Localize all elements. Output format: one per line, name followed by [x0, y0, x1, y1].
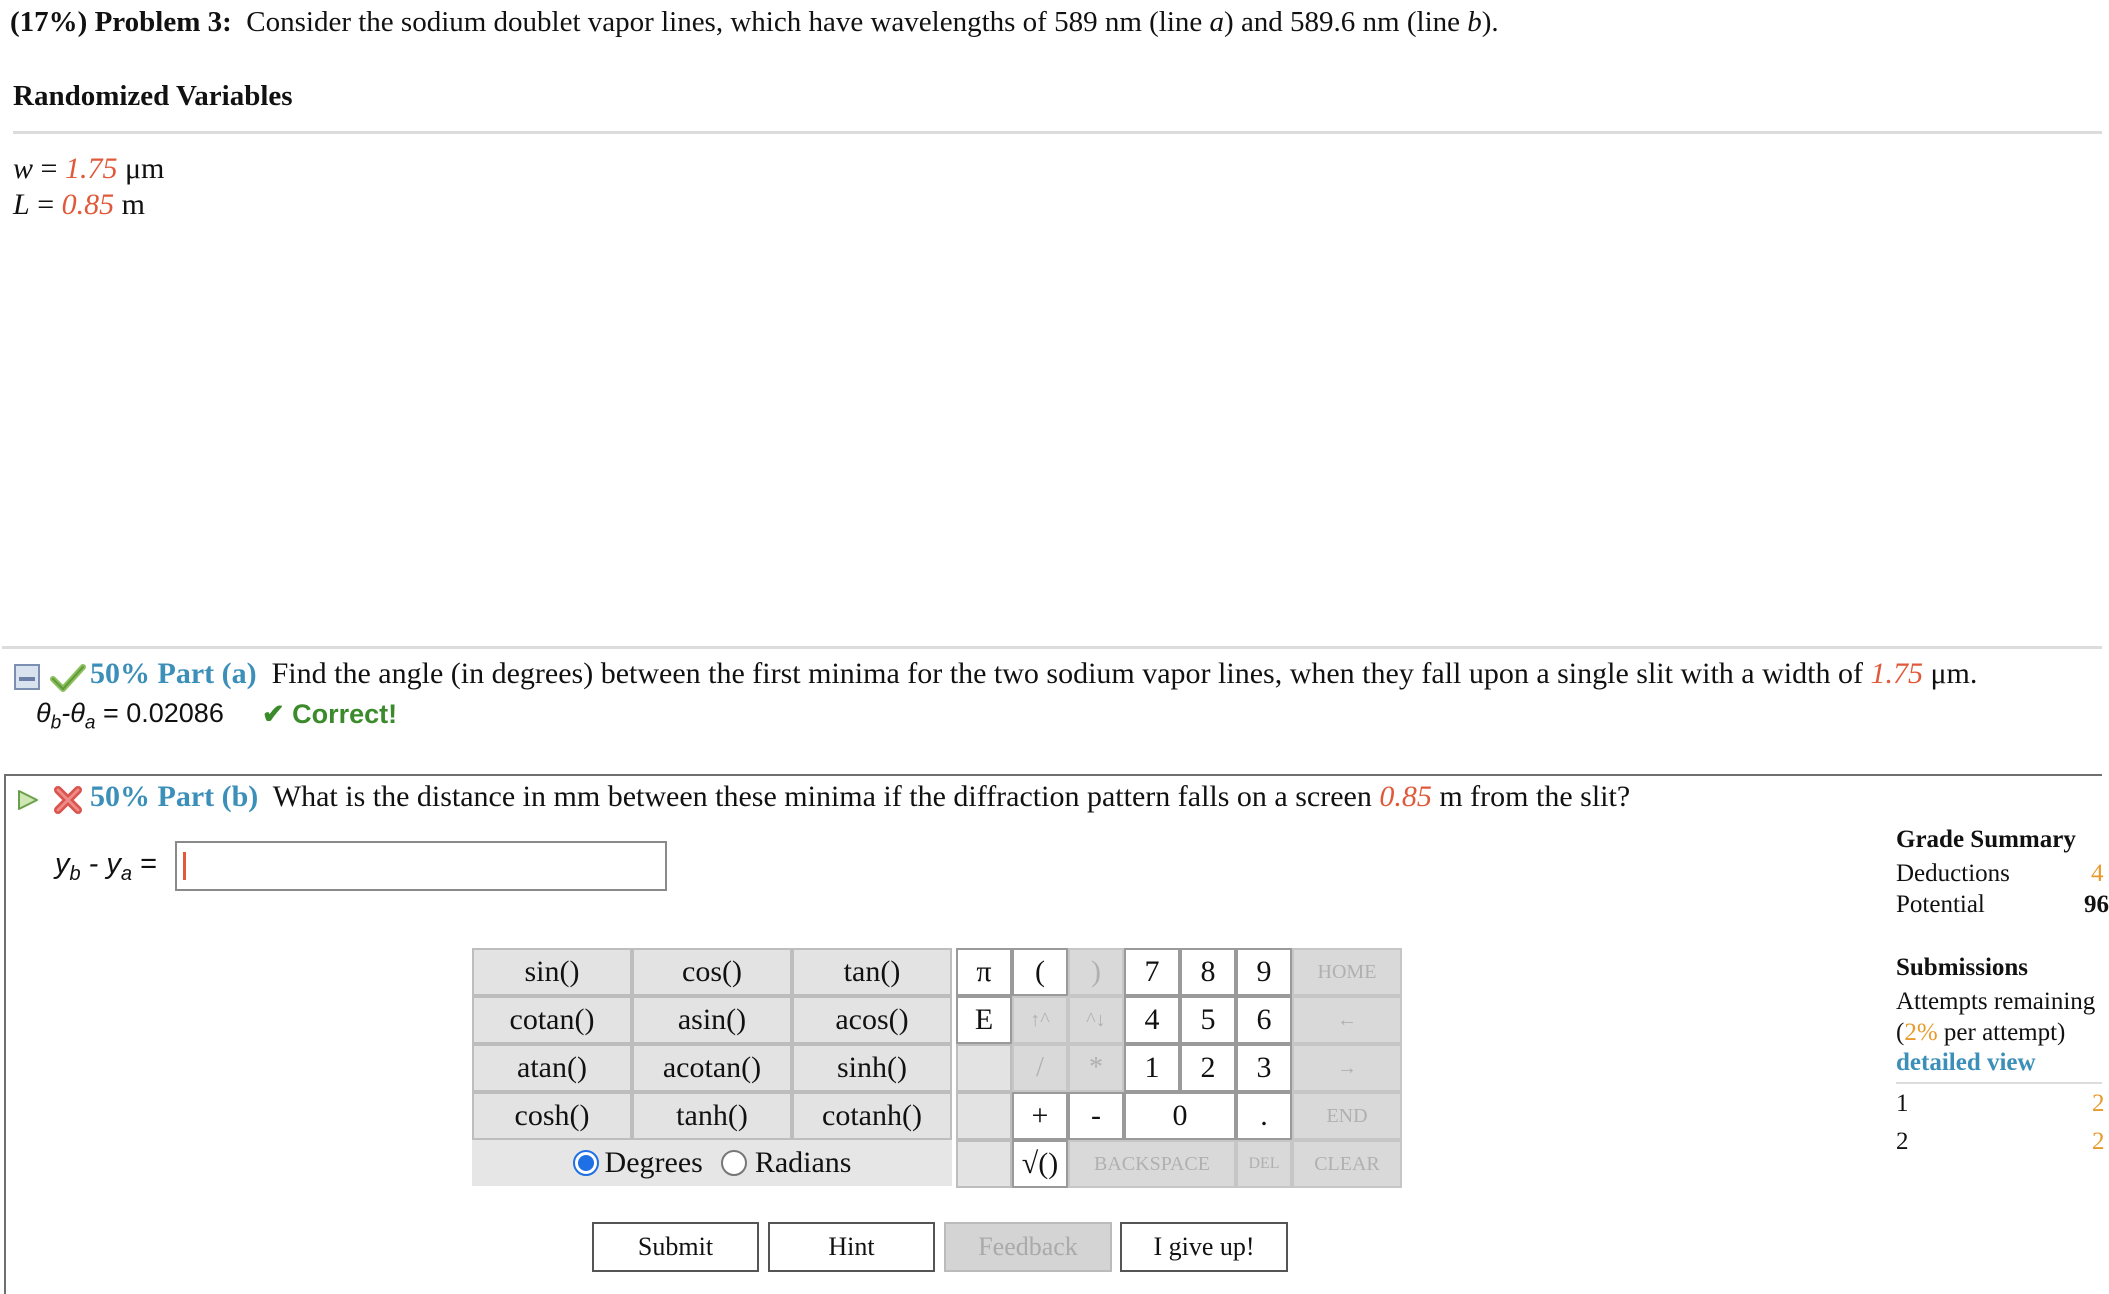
key-minus[interactable]: -	[1068, 1092, 1124, 1140]
key-7[interactable]: 7	[1124, 948, 1180, 996]
key-cosh[interactable]: cosh()	[472, 1092, 632, 1140]
key-cotanh[interactable]: cotanh()	[792, 1092, 952, 1140]
angle-mode-row	[472, 1140, 952, 1186]
key-acos[interactable]: acos()	[792, 996, 952, 1044]
per-attempt-post: per attempt)	[1937, 1019, 2066, 1046]
submission-row-value: 2	[2092, 1090, 2105, 1117]
lhs-minus: - y	[80, 848, 121, 880]
key-e[interactable]: E	[956, 996, 1012, 1044]
attempts-remaining-label: Attempts remaining	[1896, 988, 2096, 1015]
key-home[interactable]: HOME	[1292, 948, 1402, 996]
per-attempt-pre: (	[1896, 1019, 1905, 1046]
lhs-eq: =	[132, 848, 158, 880]
lhs-y: y	[55, 848, 70, 880]
hint-button[interactable]: Hint	[768, 1222, 935, 1272]
key-blank	[956, 1140, 1012, 1188]
problem-text-mid: ) and 589.6 nm (line	[1224, 6, 1468, 38]
key-down-caret[interactable]: ^↓	[1068, 996, 1124, 1044]
text-cursor	[183, 852, 186, 880]
key-2[interactable]: 2	[1180, 1044, 1236, 1092]
key-sinh[interactable]: sinh()	[792, 1044, 952, 1092]
radians-label: Radians	[754, 1146, 852, 1179]
part-b-unit: m from the slit?	[1439, 780, 1631, 813]
divider	[2, 646, 2102, 649]
randomized-heading: Randomized Variables	[13, 80, 293, 112]
var-w-unit: μm	[124, 152, 165, 185]
part-a-percent: 50%	[90, 657, 150, 690]
degrees-radio[interactable]	[573, 1150, 599, 1176]
key-sin[interactable]: sin()	[472, 948, 632, 996]
problem-label: Problem 3:	[94, 6, 232, 38]
per-attempt-text	[1896, 1019, 2065, 1047]
key-1[interactable]: 1	[1124, 1044, 1180, 1092]
part-a-unit: μm.	[1930, 657, 1978, 690]
var-w-eq: =	[40, 152, 58, 185]
key-atan[interactable]: atan()	[472, 1044, 632, 1092]
submission-row-number: 1	[1896, 1090, 1909, 1117]
part-b-percent: 50%	[90, 780, 150, 813]
part-a-answer-value: = 0.02086	[102, 698, 224, 728]
answer-sub-b: b	[50, 712, 62, 734]
potential-label: Potential	[1896, 891, 1985, 918]
key-4[interactable]: 4	[1124, 996, 1180, 1044]
give-up-button[interactable]: I give up!	[1120, 1222, 1288, 1272]
answer-sub-a: a	[84, 712, 96, 734]
key-acotan[interactable]: acotan()	[632, 1044, 792, 1092]
grade-summary-heading: Grade Summary	[1896, 826, 2076, 853]
key-divide[interactable]: /	[1012, 1044, 1068, 1092]
submit-button[interactable]: Submit	[592, 1222, 759, 1272]
part-b-label: Part (b)	[157, 780, 259, 813]
problem-text-end: ).	[1481, 6, 1499, 38]
answer-dash: -θ	[61, 698, 85, 728]
key-cos[interactable]: cos()	[632, 948, 792, 996]
key-right-arrow[interactable]: →	[1292, 1044, 1402, 1092]
problem-header	[10, 6, 1499, 39]
radians-radio[interactable]	[721, 1150, 747, 1176]
submissions-heading: Submissions	[1896, 954, 2029, 981]
check-icon	[50, 663, 86, 693]
key-up-caret[interactable]: ↑^	[1012, 996, 1068, 1044]
key-del[interactable]: DEL	[1236, 1140, 1292, 1188]
key-cotan[interactable]: cotan()	[472, 996, 632, 1044]
var-w-name: w	[13, 152, 34, 185]
answer-input[interactable]	[175, 841, 667, 891]
var-L-value: 0.85	[61, 188, 115, 221]
incorrect-x-icon	[53, 785, 83, 815]
problem-var-b: b	[1467, 6, 1482, 38]
submission-row-number: 2	[1896, 1128, 1909, 1155]
part-a-question: Find the angle (in degrees) between the first minima for the two sodium vapor lines, when they fall upon a single slit with a width of	[271, 657, 1863, 690]
key-sqrt[interactable]: √()	[1012, 1140, 1068, 1188]
part-a-label: Part (a)	[157, 657, 257, 690]
problem-var-a: a	[1209, 6, 1225, 38]
var-L-name: L	[13, 188, 30, 221]
key-end[interactable]: END	[1292, 1092, 1402, 1140]
var-w-value: 1.75	[64, 152, 118, 185]
collapse-icon[interactable]	[14, 664, 40, 690]
key-multiply[interactable]: *	[1068, 1044, 1124, 1092]
variable-w	[13, 152, 164, 186]
degrees-label: Degrees	[604, 1146, 703, 1179]
part-a-header	[90, 657, 1977, 691]
key-blank	[956, 1092, 1012, 1140]
key-3[interactable]: 3	[1236, 1044, 1292, 1092]
correct-status: ✔ Correct!	[262, 699, 398, 729]
part-a-value: 1.75	[1870, 657, 1923, 690]
answer-label	[55, 848, 157, 886]
submission-row-value: 2	[2092, 1128, 2105, 1155]
per-attempt-value: 2%	[1904, 1019, 1938, 1046]
part-b-question: What is the distance in mm between these minima if the diffraction pattern falls on a screen	[272, 780, 1372, 813]
problem-text-pre: Consider the sodium doublet vapor lines, which have wavelengths of 589 nm (line	[246, 6, 1210, 38]
key-0[interactable]: 0	[1124, 1092, 1236, 1140]
key-left-paren[interactable]: (	[1012, 948, 1068, 996]
key-tanh[interactable]: tanh()	[632, 1092, 792, 1140]
divider	[1896, 1082, 2102, 1084]
key-decimal[interactable]: .	[1236, 1092, 1292, 1140]
part-a-answer	[36, 698, 224, 734]
answer-theta: θ	[36, 698, 51, 728]
key-clear[interactable]: CLEAR	[1292, 1140, 1402, 1188]
key-plus[interactable]: +	[1012, 1092, 1068, 1140]
divider	[13, 131, 2102, 134]
key-blank	[956, 1044, 1012, 1092]
key-asin[interactable]: asin()	[632, 996, 792, 1044]
key-right-paren[interactable]: )	[1068, 948, 1124, 996]
key-9[interactable]: 9	[1236, 948, 1292, 996]
key-pi[interactable]: π	[956, 948, 1012, 996]
part-b-header	[90, 780, 1630, 814]
key-8[interactable]: 8	[1180, 948, 1236, 996]
problem-percent: (17%)	[10, 6, 88, 38]
key-6[interactable]: 6	[1236, 996, 1292, 1044]
key-left-arrow[interactable]: ←	[1292, 996, 1402, 1044]
feedback-button[interactable]: Feedback	[944, 1222, 1112, 1272]
lhs-sub-b: b	[69, 862, 81, 885]
variable-L	[13, 188, 145, 222]
detailed-view-link[interactable]: detailed view	[1896, 1049, 2036, 1076]
key-backspace[interactable]: BACKSPACE	[1068, 1140, 1236, 1188]
var-L-eq: =	[37, 188, 55, 221]
key-5[interactable]: 5	[1180, 996, 1236, 1044]
deductions-value: 4	[2091, 860, 2104, 887]
deductions-label: Deductions	[1896, 860, 2010, 887]
expand-arrow-icon[interactable]	[16, 788, 40, 812]
part-b-value: 0.85	[1379, 780, 1432, 813]
key-tan[interactable]: tan()	[792, 948, 952, 996]
var-L-unit: m	[121, 188, 145, 221]
potential-value: 96	[2084, 891, 2109, 918]
lhs-sub-a: a	[120, 862, 133, 885]
